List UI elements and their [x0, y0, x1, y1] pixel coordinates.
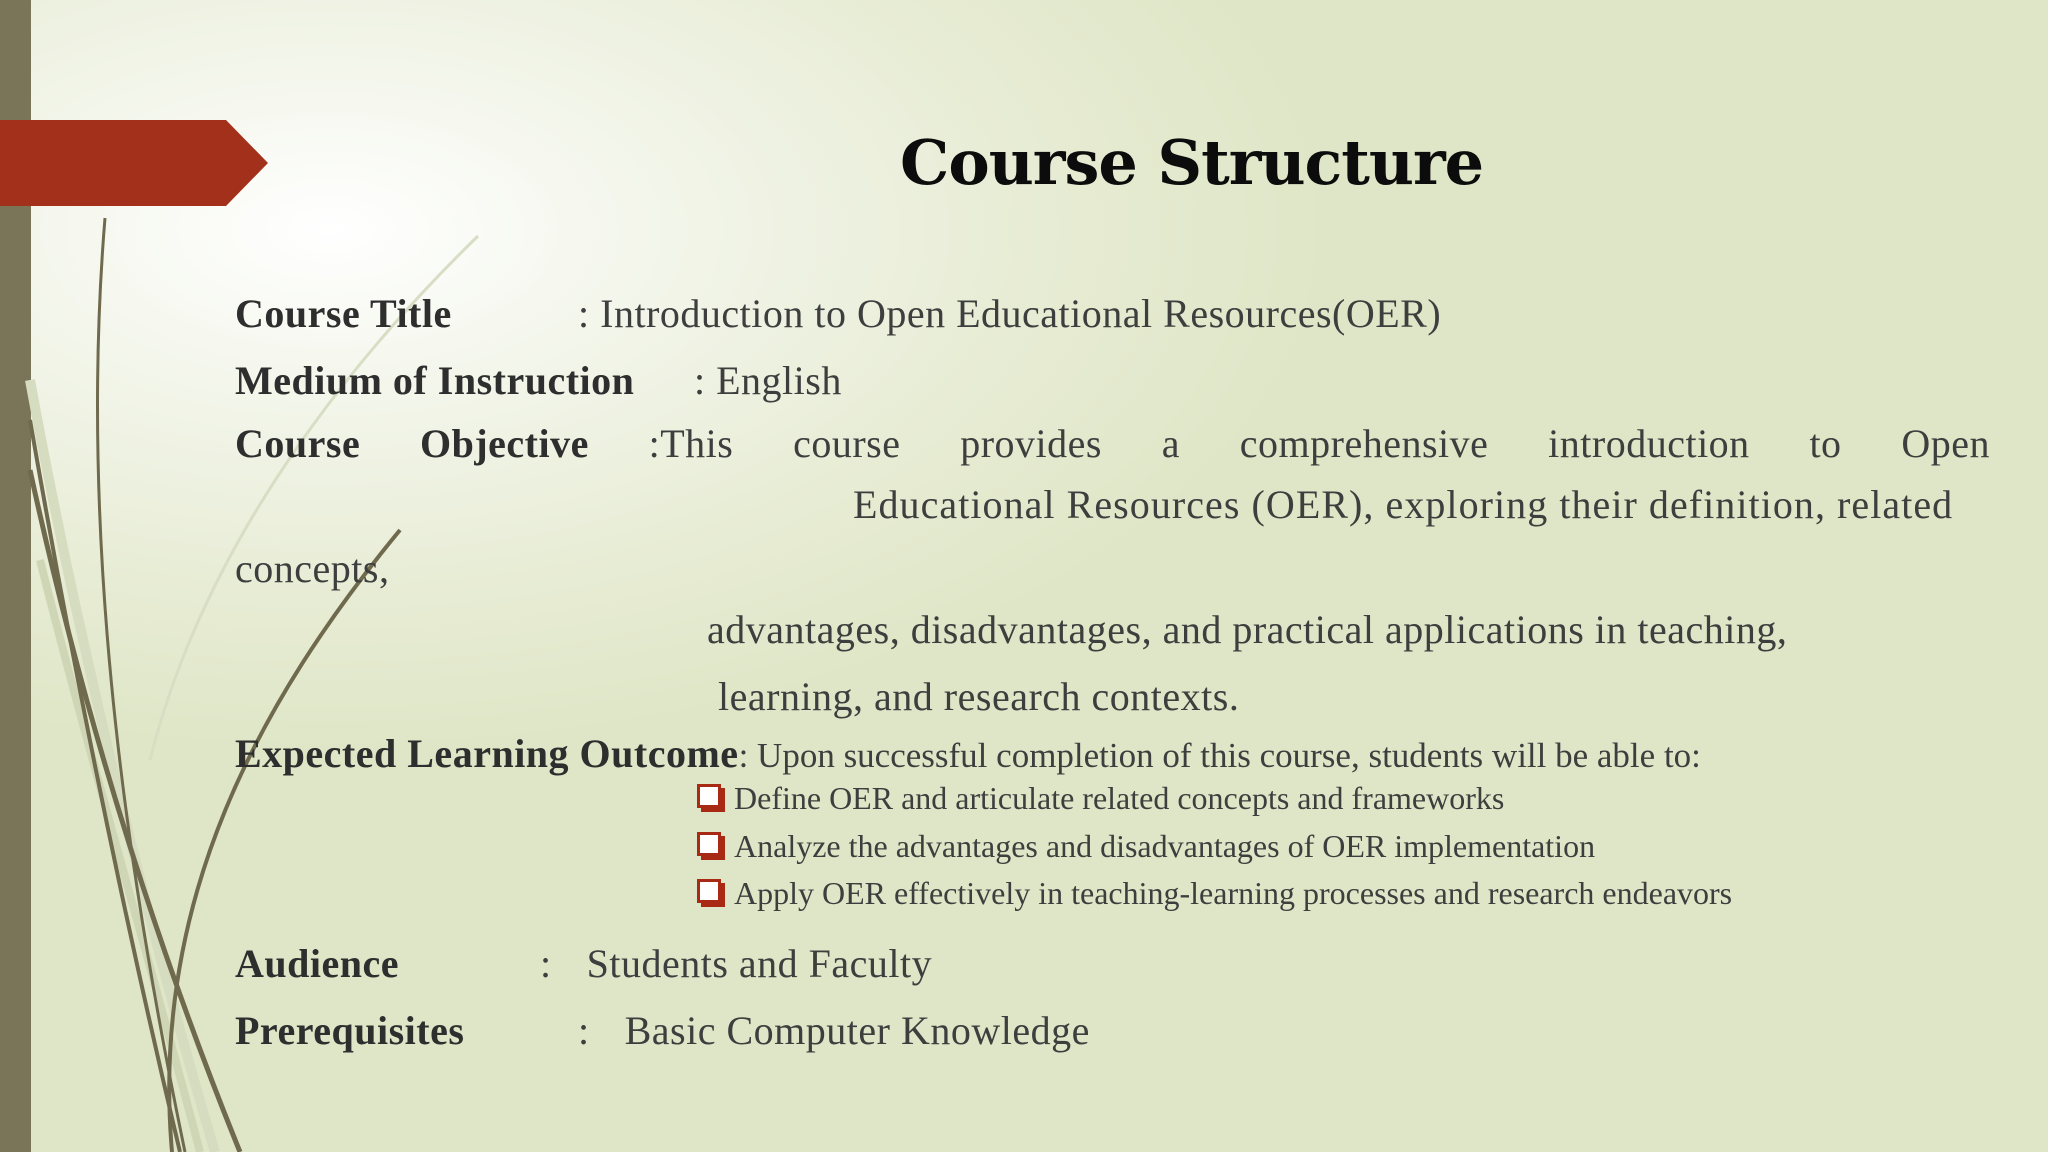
prerequisites-value-row: [578, 1007, 1090, 1054]
course-title-separator: :: [578, 291, 590, 336]
objective-word: comprehensive: [1239, 421, 1489, 466]
prerequisites-separator: :: [578, 1008, 590, 1053]
objective-label-word-1: Course: [235, 421, 361, 466]
medium-label: Medium of Instruction: [235, 358, 635, 403]
objective-word: Open: [1901, 421, 1990, 466]
prerequisites-value: Basic Computer Knowledge: [624, 1008, 1090, 1053]
objective-first-line: [235, 420, 1990, 467]
objective-label-word-2: Objective: [419, 421, 589, 466]
objective-line-4: advantages, disadvantages, and practical applications in teaching,: [707, 607, 1788, 652]
objective-line-2: Educational Resources (OER), exploring their definition, related: [853, 482, 1954, 527]
course-title-label: Course Title: [235, 291, 452, 336]
medium-row: [235, 357, 634, 404]
course-title-value: Introduction to Open Educational Resources(OER): [600, 291, 1442, 336]
audience-row: [235, 940, 399, 987]
bullet-text: Analyze the advantages and disadvantages of OER implementation: [734, 827, 1596, 864]
objective-word: provides: [960, 421, 1102, 466]
medium-separator: :: [694, 358, 706, 403]
slide-title: Course Structure: [900, 126, 1484, 199]
bullet-text: Define OER and articulate related concepts and frameworks: [734, 780, 1505, 816]
objective-word: a: [1161, 421, 1181, 466]
outcome-row: [235, 730, 1701, 777]
objective-word: to: [1809, 421, 1842, 466]
medium-value-row: [694, 357, 842, 404]
outcome-intro: : Upon successful completion of this course, students will be able to:: [738, 736, 1701, 775]
prerequisites-label: Prerequisites: [235, 1008, 465, 1053]
list-item: [697, 875, 1732, 923]
title-accent-arrow: [0, 120, 268, 206]
audience-label: Audience: [235, 941, 399, 986]
objective-word: course: [793, 421, 901, 466]
checkbox-bullet-icon: [697, 784, 721, 808]
course-title-row: [235, 290, 452, 337]
outcome-label: Expected Learning Outcome: [235, 731, 739, 776]
objective-line-3: concepts,: [235, 546, 390, 591]
list-item: [697, 780, 1732, 828]
audience-value: Students and Faculty: [586, 941, 933, 986]
bullet-text: Apply OER effectively in teaching-learning processes and research endeavors: [734, 875, 1733, 911]
objective-word: introduction: [1548, 421, 1750, 466]
checkbox-bullet-icon: [697, 832, 721, 856]
outcome-bullet-list: [697, 780, 1732, 923]
objective-line-5: learning, and research contexts.: [718, 674, 1240, 719]
prerequisites-row: [235, 1007, 464, 1054]
medium-value: English: [716, 358, 842, 403]
course-title-value-row: [578, 290, 1441, 337]
audience-value-row: [540, 940, 932, 987]
objective-word: :This: [648, 421, 734, 466]
checkbox-bullet-icon: [697, 879, 721, 903]
audience-separator: :: [540, 941, 552, 986]
list-item: [697, 828, 1732, 876]
